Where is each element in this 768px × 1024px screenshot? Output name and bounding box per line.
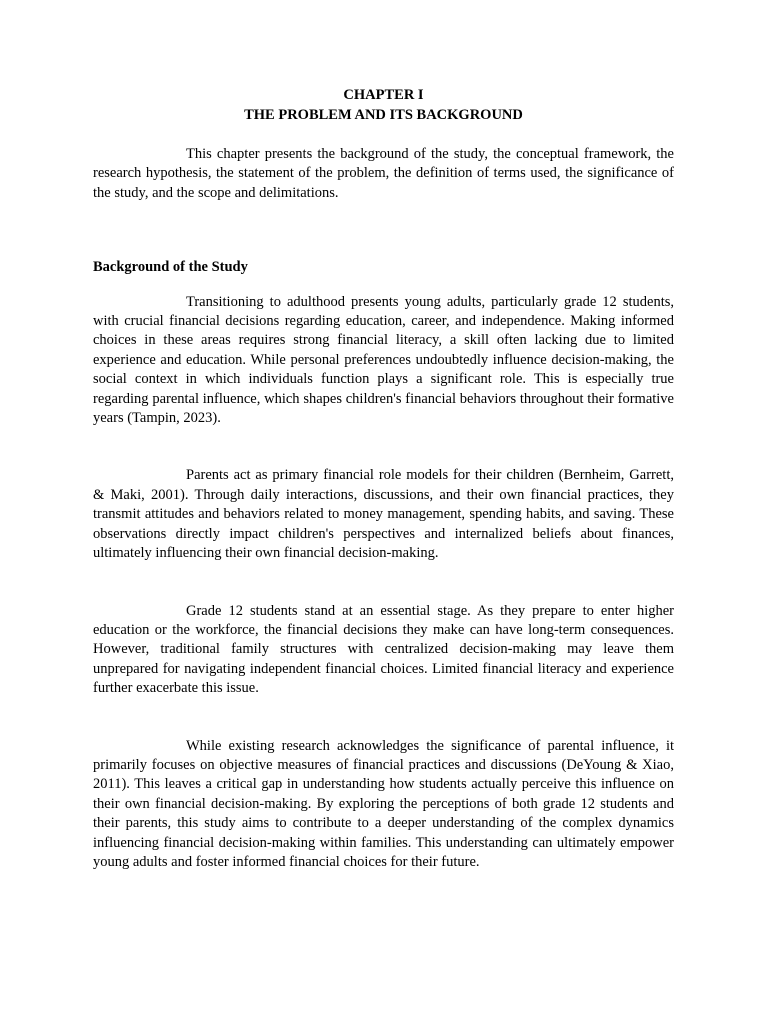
intro-paragraph: This chapter presents the background of the study, the conceptual framework, the research hypothesis, the statement of the problem, the definition of terms used, the significance of the study, and the scope and delimitations. bbox=[93, 146, 674, 201]
page-content bbox=[93, 86, 674, 872]
section-heading: Background of the Study bbox=[93, 259, 248, 276]
body-paragraph: Transitioning to adulthood presents young adults, particularly grade 12 students, with crucial financial decisions regarding education, career, and independence. Making informed choices in these areas requires strong financial literacy, a skill often lacking due to limited experience and education. While personal preferences undoubtedly influence decision-making, the social context in which individuals function plays a significant role. This is especially true regarding parental influence, which shapes children's financial behaviors throughout their formative years (Tampin, 2023). bbox=[93, 293, 674, 427]
body-paragraph: Parents act as primary financial role models for their children (Bernheim, Garrett, & Maki, 2001). Through daily interactions, discussions, and their own financial practices, they transmit attitudes and behaviors related to money management, spending habits, and saving. These observations directly impact children's perspectives and internalized beliefs about finances, ultimately influencing their own financial decision-making. bbox=[93, 467, 674, 562]
body-paragraph: While existing research acknowledges the significance of parental influence, it primarily focuses on objective measures of financial practices and discussions (DeYoung & Xiao, 2011). This leaves a critical gap in understanding how students actually perceive this influence on their own financial decision-making. By exploring the perceptions of both grade 12 students and their parents, this study aims to contribute to a deeper understanding of the complex dynamics influencing financial decision-making within families. This understanding can ultimately empower young adults and foster informed financial choices for their future. bbox=[93, 737, 674, 870]
chapter-title: THE PROBLEM AND ITS BACKGROUND bbox=[244, 106, 523, 123]
chapter-number: CHAPTER I bbox=[343, 87, 424, 103]
body-paragraph: Grade 12 students stand at an essential stage. As they prepare to enter higher education or the workforce, the financial decisions they make can have long-term consequences. However, traditional family structures with centralized decision-making may leave them unprepared for navigating independent financial choices. Limited financial literacy and experience further exacerbate this issue. bbox=[93, 602, 674, 697]
